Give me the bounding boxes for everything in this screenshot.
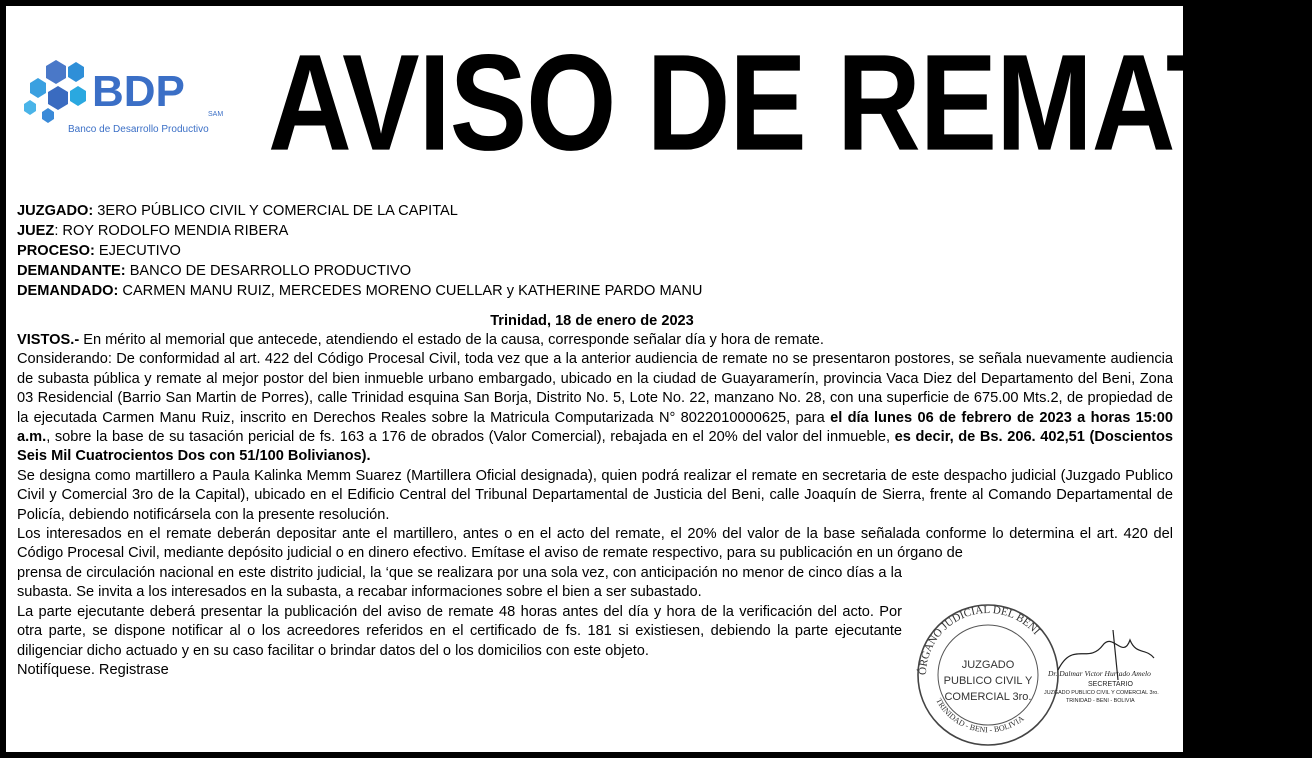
- seal-ring-text: ÓRGANO JUDICIAL DEL BENI: [916, 603, 1043, 676]
- ejecutante-paragraph: La parte ejecutante deberá presentar la publicación del aviso de remate 48 horas antes del día y hora de la verificación del acto. Por otra parte, se dispone notificar al o los acreedores referidos en el certificado de fs. 181 si existiesen, debiendo la parte ejecutante diligenciar dicho actuado y en su caso facilitar o brindar datos del o los domicilios con este objeto.: [17, 603, 902, 659]
- vistos-label: VISTOS.-: [17, 332, 80, 348]
- considerando-text: Considerando: De conformidad al art. 422 del Código Procesal Civil, toda vez que a la anterior audiencia de remate no se presentaron postores, se señala nuevamente audiencia de subasta pública y remate al mejor postor del bien inmueble urbano embargado, ubicado en la ciudad de Guayaramerín, provincia Vaca Diez del Departamento del Beni, Zona 03 Residencial (Barrio San Martin de Porres), calle Trinidad esquina San Borja, Distrito No. 5, Lote No. 22, manzano No. 28, con una superficie de 675.00 Mts.2, de propiedad de la ejecutada Carmen Manu Ruiz, inscrito en Derechos Reales sobre la Matricula Computarizada N° 8022010000625, para: [17, 351, 1173, 426]
- court-seal-and-signature: [908, 600, 1168, 750]
- closing-line: Notifíquese. Registrase: [17, 661, 169, 678]
- case-value: CARMEN MANU RUIZ, MERCEDES MORENO CUELLAR y KATHERINE PARDO MANU: [118, 283, 703, 299]
- seal-center-1: JUZGADO: [961, 659, 1015, 671]
- interesados-paragraph-cont: prensa de circulación nacional en este distrito judicial, la ‘que se realizara por una sola vez, con anticipación no menor de cinco días a la subasta. Se invita a los interesados en la subasta, a recabar informaciones sobre el bien a ser subastado.: [17, 564, 902, 601]
- martillero-paragraph: Se designa como martillero a Paula Kalinka Memm Suarez (Martillera Oficial designada), quien podrá realizar el remate en secretaria de este despacho judicial (Juzgado Publico Civil y Comercial 3ro de la Capital), ubicado en el Edificio Central del Tribunal Departamental de Justicia del Beni, calle Joaquín de Sierra, frente al Comando Departamental de Policía, debiendo notificársela con la presente resolución.: [17, 467, 1173, 523]
- case-value: EJECUTIVO: [94, 243, 181, 259]
- notice-title: AVISO DE REMATE: [268, 25, 1312, 180]
- case-details: [17, 201, 1167, 301]
- auction-base-price: es decir, de Bs. 206. 402,51 (Doscientos Seis Mil Cuatrocientos Dos con 51/100 Bolivianos).: [17, 429, 1173, 465]
- vistos-paragraph: [17, 331, 1173, 350]
- logo-brand: BDP: [92, 67, 185, 116]
- case-label: DEMANDANTE:: [17, 263, 126, 279]
- seal-center-2: PUBLICO CIVIL Y: [943, 675, 1033, 687]
- considerando-text-2: , sobre la base de su tasación pericial de fs. 163 a 176 de obrados (Valor Comercial), rebajada en el 20% del valor del inmueble,: [46, 429, 895, 446]
- bdp-logo: [14, 50, 224, 140]
- case-line-juez: [17, 221, 1167, 241]
- case-value: : ROY RODOLFO MENDIA RIBERA: [54, 223, 289, 239]
- court-seal-icon: [917, 604, 1058, 745]
- case-label: DEMANDADO:: [17, 283, 119, 299]
- signer-name: Dr. Dalmar Victor Hurtado Amelo: [1048, 669, 1151, 678]
- case-label: JUEZ: [17, 223, 55, 239]
- logo-suffix: SAM: [208, 111, 224, 118]
- hexagon-cluster-icon: [24, 60, 86, 123]
- case-value: BANCO DE DESARROLLO PRODUCTIVO: [125, 263, 412, 279]
- seal-ring-bottom: TRINIDAD - BENI - BOLIVIA: [934, 696, 1026, 735]
- auction-datetime: el día lunes 06 de febrero de 2023 a horas 15:00 a.m.: [17, 409, 1173, 446]
- signer-role: SECRETARIO: [1088, 681, 1133, 688]
- case-line-proceso: [17, 241, 1167, 261]
- vistos-text: En mérito al memorial que antecede, atendiendo el estado de la causa, corresponde señalar día y hora de remate.: [79, 332, 824, 348]
- seal-center-3: COMERCIAL 3ro.: [944, 691, 1032, 703]
- case-line-juzgado: [17, 201, 1167, 221]
- case-line-demandado: [17, 281, 1167, 301]
- resolution-date: Trinidad, 18 de enero de 2023: [490, 313, 694, 329]
- case-label: JUZGADO:: [17, 203, 94, 219]
- case-line-demandante: [17, 261, 1167, 281]
- considerando-paragraph: [17, 350, 1173, 466]
- case-label: PROCESO:: [17, 243, 95, 259]
- interesados-paragraph: Los interesados en el remate deberán depositar ante el martillero, antes o en el acto del remate, el 20% del valor de la base señalada conforme lo determina el art. 420 del Código Procesal Civil, mediante depósito judicial o en dinero efectivo. Emítase el aviso de remate respectivo, para su publicación en un órgano de: [17, 526, 1173, 562]
- case-value: 3ERO PÚBLICO CIVIL Y COMERCIAL DE LA CAPITAL: [93, 203, 458, 219]
- signer-place: TRINIDAD - BENI - BOLIVIA: [1066, 698, 1135, 704]
- logo-subtitle: Banco de Desarrollo Productivo: [68, 124, 209, 135]
- signer-court: JUZGADO PUBLICO CIVIL Y COMERCIAL 3ro.: [1044, 690, 1159, 696]
